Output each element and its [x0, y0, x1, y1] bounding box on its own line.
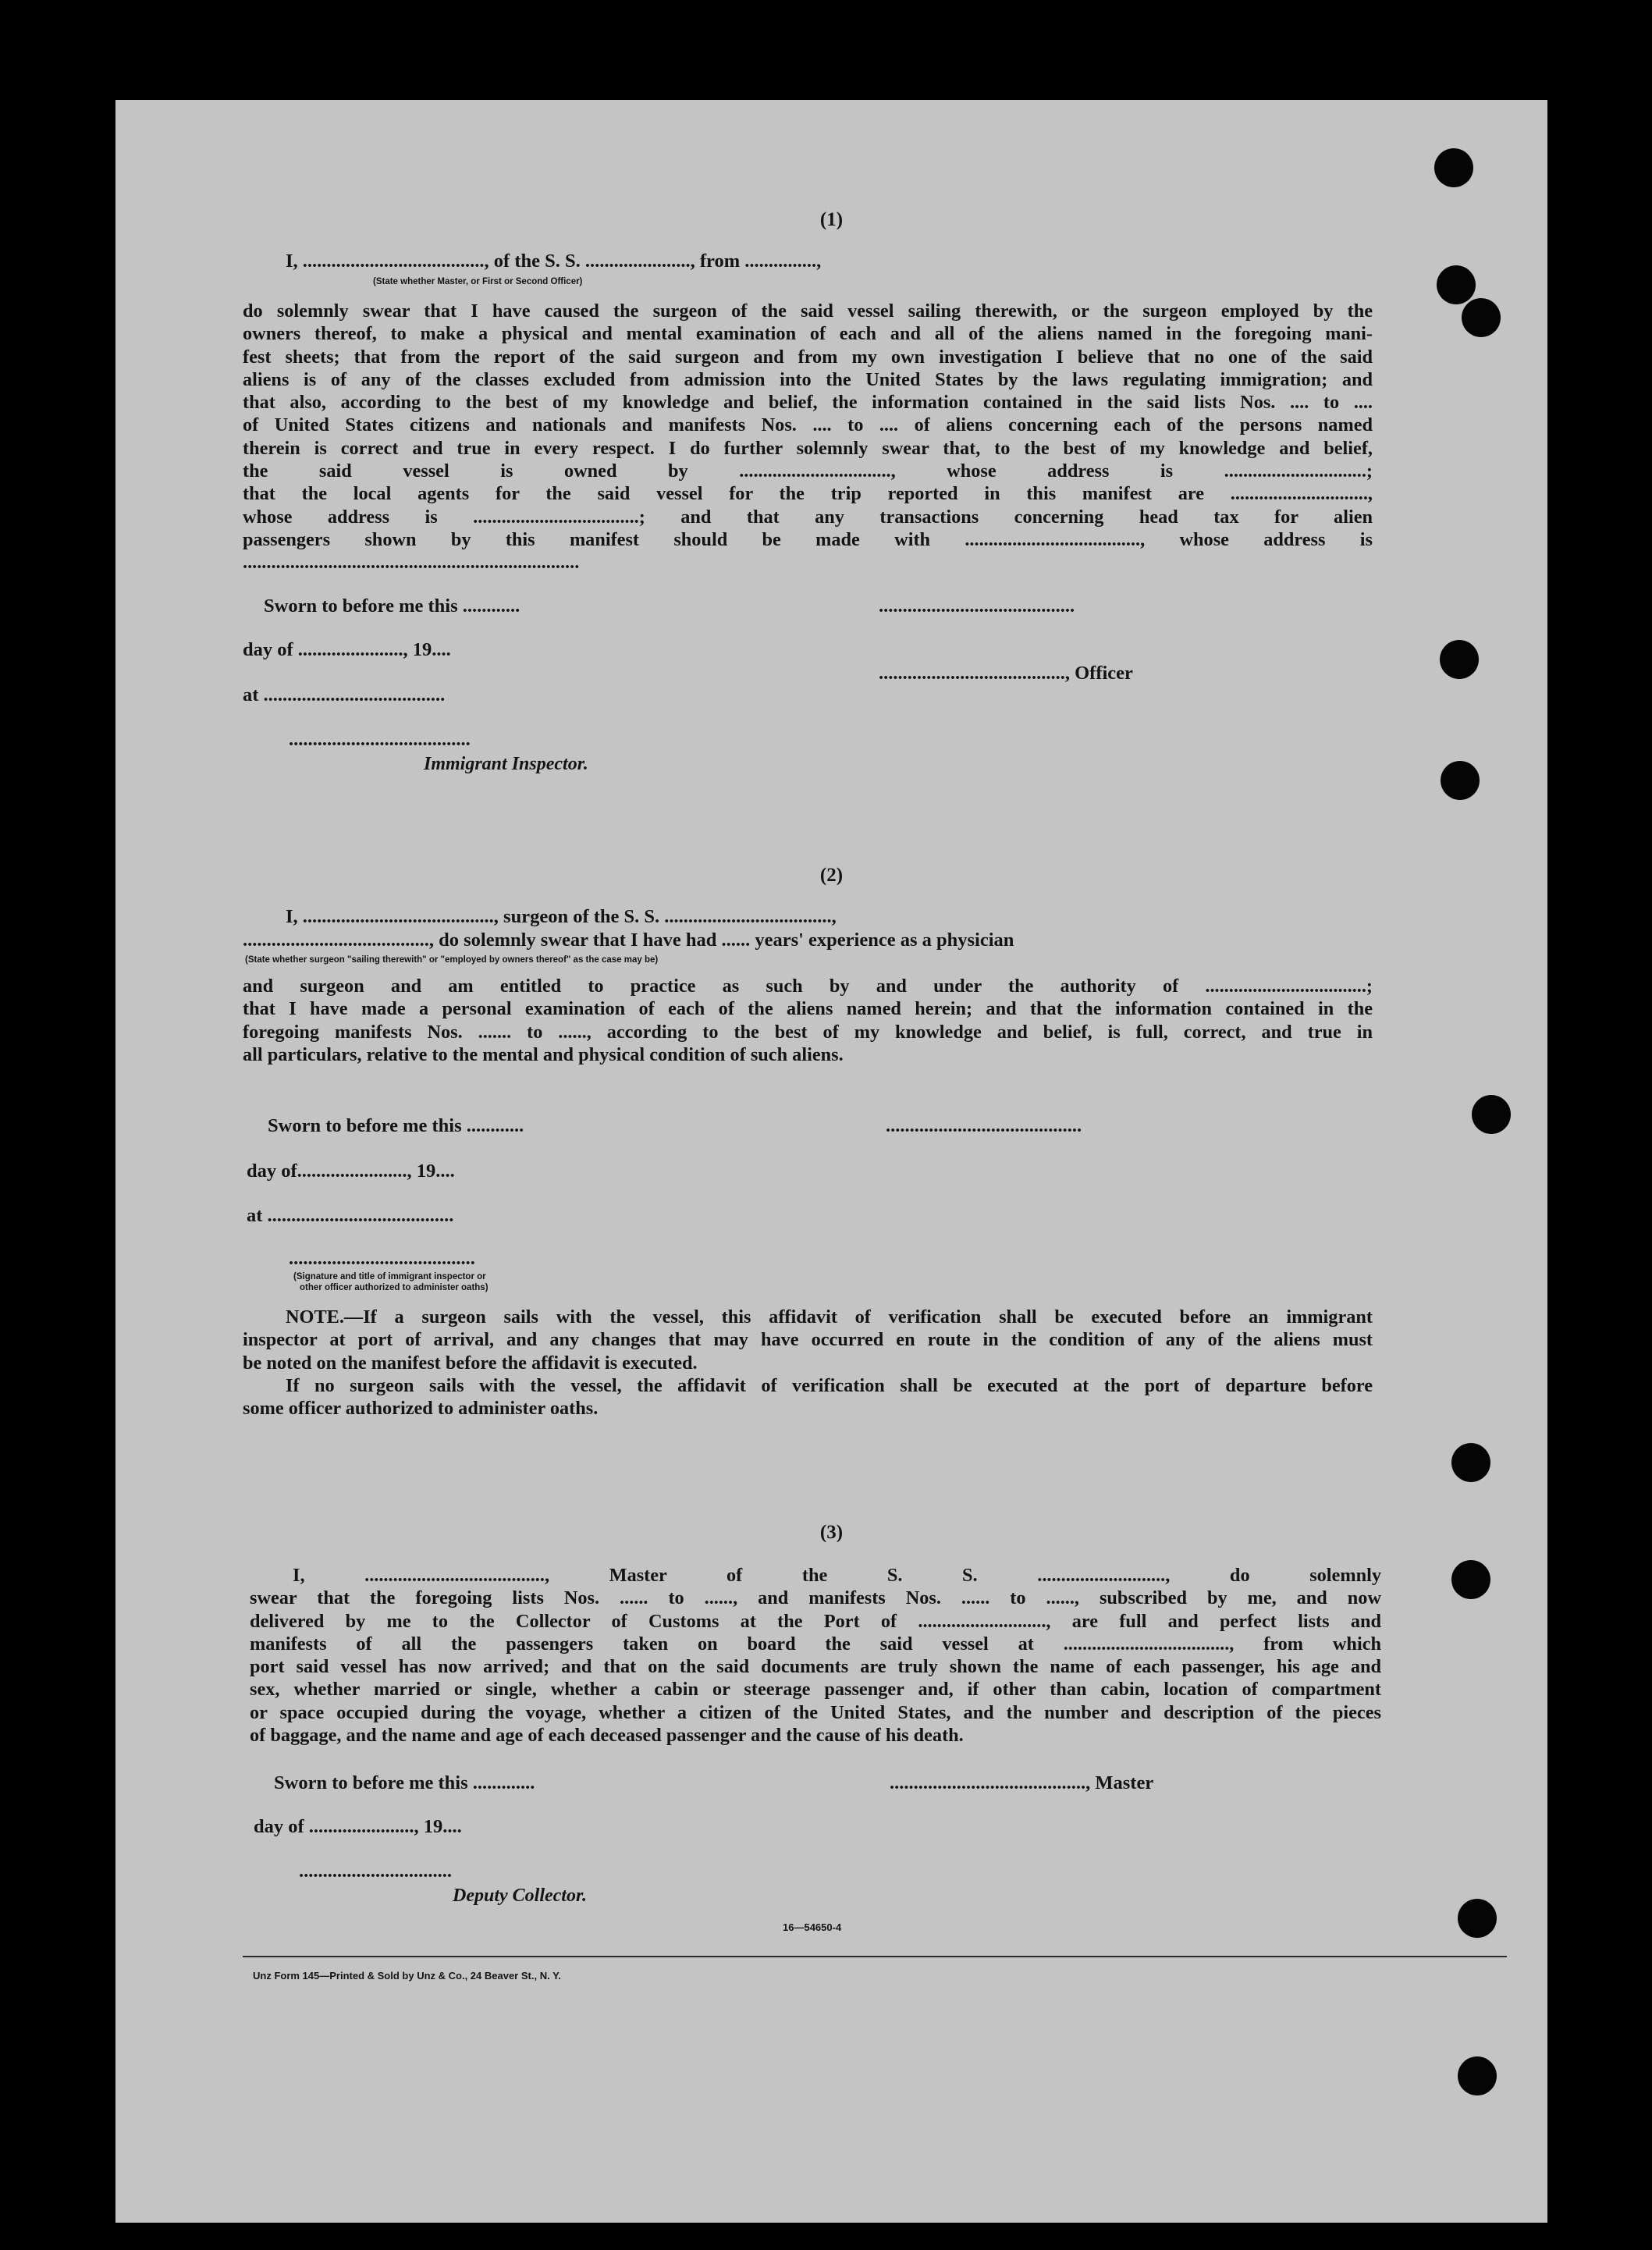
text-line: that the local agents for the said vessel for the trip reported in this manifest are .............................,	[243, 483, 1373, 505]
text-line: owners thereof, to make a physical and mental examination of each and all of the aliens named in the foregoing mani-	[243, 323, 1373, 345]
text-line: of United States citizens and nationals and manifests Nos. .... to .... of aliens concerning each of the persons named	[243, 414, 1373, 436]
section-1-oath-text	[243, 300, 1373, 574]
section-2-signature-line: .......................................	[289, 1248, 475, 1269]
binder-hole	[1441, 761, 1480, 800]
binder-hole	[1462, 298, 1501, 337]
section-3-sworn-line: Sworn to before me this .............	[274, 1772, 535, 1793]
binder-hole	[1451, 1443, 1490, 1482]
section-1-number: (1)	[819, 209, 844, 230]
section-3-day-line: day of ......................, 19....	[254, 1816, 462, 1837]
section-1-officer-line: ......................................., Officer	[879, 663, 1133, 684]
section-3-number: (3)	[819, 1522, 844, 1543]
text-line: whose address is ...................................; and that any transactions concerning head tax for alien	[243, 506, 1373, 528]
text-line: be noted on the manifest before the affidavit is executed.	[243, 1352, 698, 1374]
section-1-sworn-line: Sworn to before me this ............	[264, 595, 520, 617]
section-2-note-text	[243, 1306, 1373, 1420]
section-1-signature-line: ......................................	[289, 729, 471, 750]
text-line: NOTE.—If a surgeon sails with the vessel, this affidavit of verification shall be executed before an immigrant	[286, 1306, 1373, 1328]
section-2-at-line: at .......................................	[247, 1205, 454, 1226]
section-1-at-line: at ......................................	[243, 684, 446, 706]
binder-hole	[1434, 148, 1473, 187]
text-line: manifests of all the passengers taken on board the said vessel at ..................................., from which	[250, 1633, 1381, 1655]
section-2-surgeon-note: (State whether surgeon "sailing therewith" or "employed by owners thereof" as the case may be)	[245, 955, 659, 965]
section-2-number: (2)	[819, 865, 844, 886]
section-2-sworn-line: Sworn to before me this ............	[268, 1115, 524, 1136]
section-1-day-line: day of ......................, 19....	[243, 639, 451, 660]
text-line: .......................................................................	[243, 552, 580, 574]
text-line: delivered by me to the Collector of Customs at the Port of ..........................., are full and perfect lists and	[250, 1610, 1381, 1632]
section-3-signature-line: ................................	[299, 1861, 452, 1882]
text-line: I, ......................................, Master of the S. S. ..........................., do solemnly	[293, 1565, 1381, 1586]
binder-hole	[1437, 265, 1476, 304]
text-line: therein is correct and true in every respect. I do further solemnly swear that, to the best of my knowledge and belief,	[243, 437, 1373, 459]
form-number: 16—54650-4	[783, 1921, 842, 1933]
section-2-signature-note-1: (Signature and title of immigrant inspector or	[293, 1272, 486, 1281]
binder-hole	[1451, 1560, 1490, 1599]
text-line: fest sheets; that from the report of the said surgeon and from my own investigation I believe that no one of the said	[243, 346, 1373, 368]
text-line: sex, whether married or single, whether a cabin or steerage passenger and, if other than cabin, location of compartment	[250, 1679, 1381, 1701]
binder-hole	[1440, 640, 1479, 679]
text-line: inspector at port of arrival, and any changes that may have occurred en route in the condition of any of the aliens must	[243, 1329, 1373, 1351]
text-line: some officer authorized to administer oaths.	[243, 1398, 599, 1420]
section-2-signature-note-2: other officer authorized to administer oaths)	[300, 1283, 488, 1292]
section-2-opening-line: I, ........................................, surgeon of the S. S. ...................................,	[286, 906, 837, 927]
printer-footer: Unz Form 145—Printed & Sold by Unz & Co., 24 Beaver St., N. Y.	[253, 1970, 561, 1982]
section-2-signature-dots: .........................................	[886, 1115, 1082, 1136]
section-2-second-line: ......................................., do solemnly swear that I have had ...... years' experience as a physician	[243, 930, 1014, 951]
text-line: and surgeon and am entitled to practice as such by and under the authority of ..................................;	[243, 976, 1373, 997]
section-1-opening-line: I, ......................................, of the S. S. ......................, from ...............,	[286, 251, 822, 272]
text-line: or space occupied during the voyage, whether a citizen of the United States, and the number and description of the pieces	[250, 1701, 1381, 1723]
text-line: of baggage, and the name and age of each deceased passenger and the cause of his death.	[250, 1725, 964, 1747]
footer-divider	[243, 1956, 1507, 1957]
section-3-oath-text	[250, 1564, 1381, 1747]
text-line: the said vessel is owned by ................................, whose address is ..............................;	[243, 460, 1373, 482]
text-line: If no surgeon sails with the vessel, the affidavit of verification shall be executed at the port of departure before	[286, 1374, 1373, 1396]
section-1-officer-dots: .........................................	[879, 595, 1075, 617]
section-2-oath-text	[243, 975, 1373, 1066]
text-line: port said vessel has now arrived; and that on the said documents are truly shown the name of each passenger, his age and	[250, 1656, 1381, 1678]
bleed-through-text	[311, 174, 318, 204]
document-page	[115, 100, 1547, 2223]
text-line: that I have made a personal examination of each of the aliens named herein; and that the information contained in the	[243, 998, 1373, 1020]
section-2-day-line: day of......................., 19....	[247, 1161, 455, 1182]
text-line: foregoing manifests Nos. ....... to ......, according to the best of my knowledge and belief, is full, correct, and true in	[243, 1021, 1373, 1043]
text-line: do solemnly swear that I have caused the surgeon of the said vessel sailing therewith, or the surgeon employed by the	[243, 300, 1373, 322]
binder-hole	[1458, 1899, 1497, 1938]
deputy-collector-label: Deputy Collector.	[453, 1886, 587, 1906]
text-line: all particulars, relative to the mental and physical condition of such aliens.	[243, 1043, 844, 1065]
immigrant-inspector-label: Immigrant Inspector.	[424, 754, 588, 774]
binder-hole	[1472, 1095, 1511, 1134]
binder-hole	[1458, 2056, 1497, 2095]
section-1-officer-note: (State whether Master, or First or Second Officer)	[373, 277, 583, 286]
text-line: aliens is of any of the classes excluded from admission into the United States by the laws regulating immigration; and	[243, 368, 1373, 390]
text-line: that also, according to the best of my knowledge and belief, the information contained in the said lists Nos. .... to ....	[243, 392, 1373, 414]
section-3-master-line: ........................................., Master	[890, 1772, 1154, 1793]
text-line: swear that the foregoing lists Nos. ...... to ......, and manifests Nos. ...... to ......, subscribed by me, and now	[250, 1587, 1381, 1609]
text-line: passengers shown by this manifest should be made with ....................................., whose address is	[243, 528, 1373, 550]
